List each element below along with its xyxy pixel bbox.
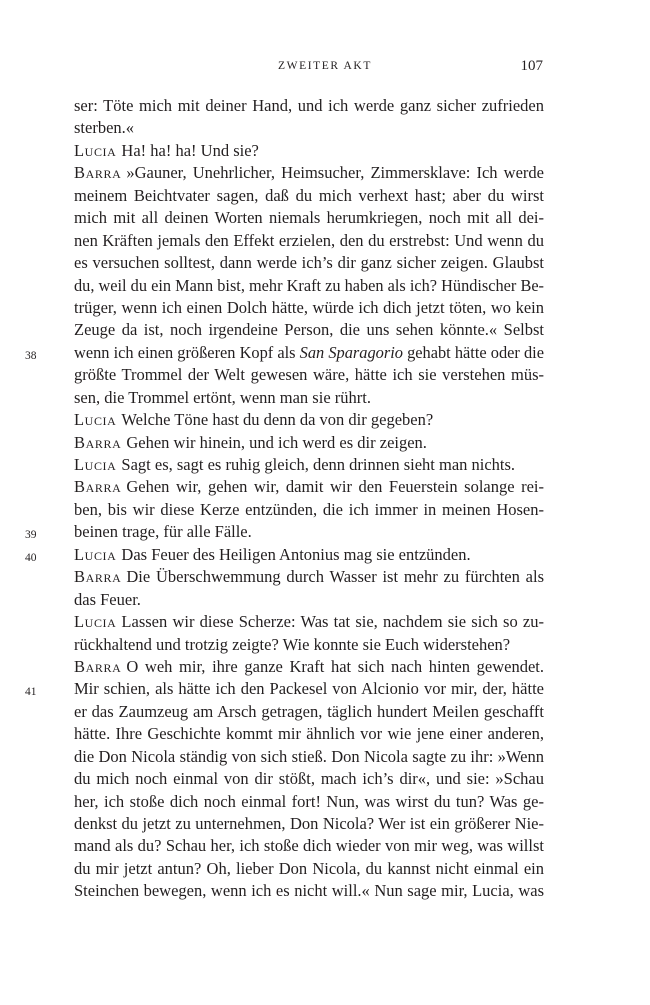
text-line [74, 140, 544, 162]
line-text: beinen trage, für alle Fälle. [74, 522, 252, 542]
text-line [25, 521, 544, 543]
speaker-name: Barra [74, 567, 122, 587]
line-text: mich mit all deinen Worten niemals herumkriegen, noch mit all dei- [74, 208, 544, 228]
line-text: Zeuge da ist, noch irgendeine Person, die uns sehen könnte.« Selbst [74, 320, 544, 340]
line-text: Gehen wir, gehen wir, damit wir den Feuerstein solange rei- [126, 477, 544, 497]
text-line [74, 835, 544, 857]
speaker-name: Barra [74, 163, 122, 183]
speaker-name: Lucia [74, 455, 117, 474]
line-text: größte Trommel der Welt gewesen wäre, hätte ich sie verstehen müs- [74, 365, 544, 385]
line-text: Ha! ha! ha! Und sie? [121, 140, 259, 160]
line-text: nen Kräften jemals den Effekt erzielen, den du erstrebst: Und wenn du [74, 230, 544, 250]
speaker-name: Lucia [74, 612, 117, 632]
line-text: es versuchen solltest, dann werde ich’s dir ganz sicher zeigen. Glaubst [74, 253, 544, 273]
line-text: hätte. Ihre Geschichte kommt mir ähnlich vor wie jene einer anderen, [74, 724, 544, 744]
text-line [74, 768, 544, 790]
line-text: du, weil du ein Mann bist, mehr Kraft zu haben als ich? Hündischer Be- [74, 275, 544, 295]
text-line [74, 207, 544, 229]
text-line [74, 723, 544, 745]
line-text: Gehen wir hinein, und ich werd es dir zeigen. [126, 432, 427, 452]
text-line [74, 275, 544, 297]
margin-line-number: 39 [25, 529, 37, 542]
line-text: rückhaltend und trotzig zeigte? Wie konnte sie Euch widerstehen? [74, 634, 511, 654]
page-number: 107 [520, 58, 543, 74]
line-text: wenn ich einen größeren Kopf als [74, 342, 300, 362]
line-text: trüger, wenn ich einen Dolch hätte, würde ich dich jetzt töten, wo kein [74, 297, 544, 317]
line-text: Welche Töne hast du denn da von dir gegeben? [121, 410, 434, 430]
line-text: Die Überschwemmung durch Wasser ist mehr zu fürchten als [126, 567, 544, 587]
text-line [74, 880, 544, 902]
line-text: ben, bis wir diese Kerze entzünden, die ich immer in meinen Hosen- [74, 499, 544, 519]
text-line [74, 634, 544, 656]
speaker-name: Barra [74, 432, 122, 452]
line-text: gehabt hätte oder die [402, 342, 545, 362]
text-line [74, 252, 544, 274]
text-line [74, 611, 544, 633]
line-text: du mich noch einmal von dir stößt, mach ich’s dir«, und sie: »Schau [74, 769, 544, 789]
text-line [74, 185, 544, 207]
text-line [74, 499, 544, 521]
text-line [74, 409, 544, 431]
line-text: mand als du? Schau her, ich stoße dich wieder von mir weg, was willst [74, 836, 544, 856]
line-text: sterben.« [74, 118, 135, 138]
text-line [74, 364, 544, 386]
speaker-name: Lucia [74, 544, 117, 564]
line-text: sen, die Trommel ertönt, wenn man sie rührt. [74, 387, 371, 407]
text-line [74, 297, 544, 319]
margin-line-number: 38 [25, 349, 37, 362]
line-text: Das Feuer des Heiligen Antonius mag sie entzünden. [121, 544, 471, 564]
line-text: die Don Nicola ständig von sich stieß. Don Nicola sagte zu ihr: »Wenn [74, 746, 544, 766]
speaker-name: Lucia [74, 140, 117, 160]
text-line [74, 746, 544, 768]
body-text [25, 95, 545, 903]
text-line [74, 701, 544, 723]
text-line [74, 454, 544, 476]
text-line [74, 319, 544, 341]
text-line [74, 432, 544, 454]
speaker-name: Barra [74, 656, 122, 676]
line-text: er das Zaumzeug am Arsch getragen, täglich hundert Meilen geschafft [74, 701, 544, 721]
text-line [74, 230, 544, 252]
text-line [74, 95, 544, 117]
running-title: ZWEITER AKT [278, 60, 372, 72]
text-line [74, 656, 544, 678]
text-line [74, 566, 544, 588]
line-text: das Feuer. [74, 589, 141, 609]
speaker-name: Barra [74, 477, 122, 497]
line-text: meinem Beichtvater sagen, daß du mich verhext hast; aber du wirst [74, 185, 544, 205]
text-line [74, 858, 544, 880]
line-text: her, ich stoße dich noch einmal fort! Nun, was wirst du tun? Was ge- [74, 791, 544, 811]
line-text: Steinchen bewegen, wenn ich es nicht will.« Nun sage mir, Lucia, was [74, 881, 544, 901]
margin-line-number: 40 [25, 551, 37, 564]
line-text: Sagt es, sagt es ruhig gleich, denn drinnen sieht man nichts. [121, 455, 516, 474]
line-text: Mir schien, als hätte ich den Packesel von Alcionio vor mir, der, hätte [74, 679, 544, 699]
text-line [74, 813, 544, 835]
text-line [74, 589, 544, 611]
text-line [25, 544, 544, 566]
line-text: denkst du jetzt zu unternehmen, Don Nicola? Wer ist ein größerer Nie- [74, 814, 544, 833]
text-line [74, 387, 544, 409]
running-head [0, 58, 650, 78]
text-line [25, 342, 545, 364]
line-text: ser: Töte mich mit deiner Hand, und ich werde ganz sicher zufrieden [74, 96, 544, 115]
line-text: O weh mir, ihre ganze Kraft hat sich nach hinten gewendet. [126, 656, 544, 676]
line-text: du mir jetzt antun? Oh, lieber Don Nicola, du kannst nicht einmal ein [74, 858, 544, 878]
text-line [74, 791, 544, 813]
speaker-name: Lucia [74, 410, 117, 430]
text-line [74, 162, 544, 184]
italic-text: San Sparagorio [299, 342, 403, 362]
text-line [25, 678, 544, 700]
line-text: Lassen wir diese Scherze: Was tat sie, nachdem sie sich so zu- [121, 612, 544, 632]
text-line [74, 476, 544, 498]
text-line [74, 117, 544, 139]
margin-line-number: 41 [25, 686, 37, 699]
line-text: »Gauner, Unehrlicher, Heimsucher, Zimmersklave: Ich werde [126, 163, 544, 183]
